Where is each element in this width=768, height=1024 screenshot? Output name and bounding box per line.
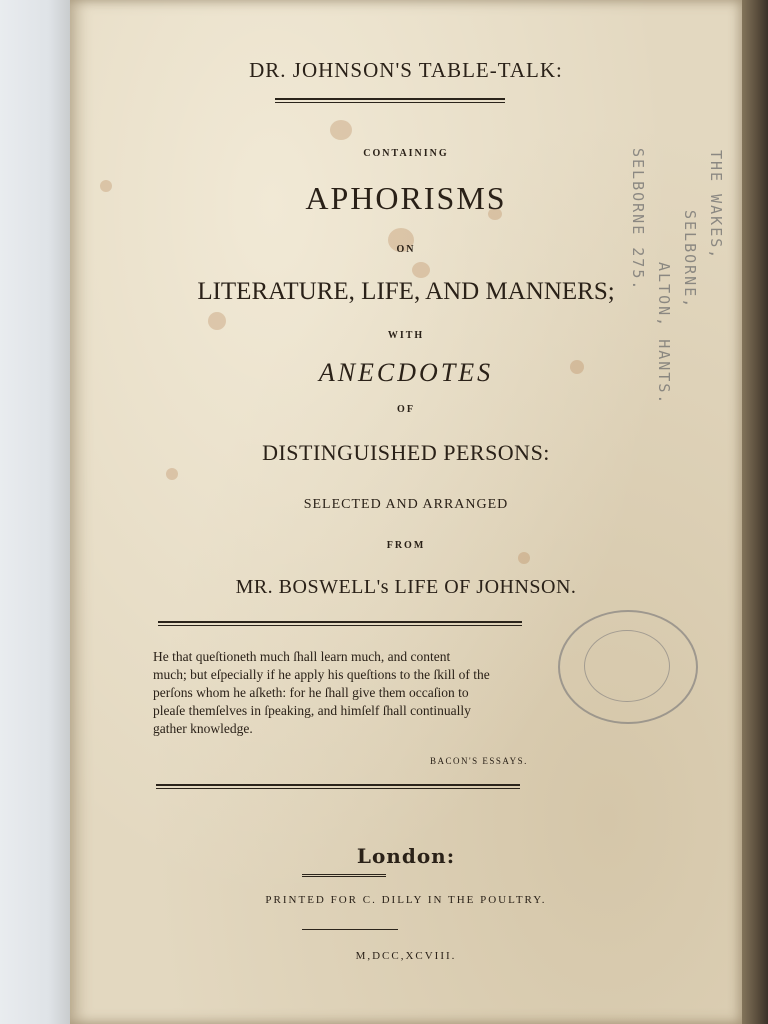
epigraph-citation: BACON'S ESSAYS. xyxy=(430,756,528,766)
lower-epigraph-rule xyxy=(156,784,520,789)
epigraph-line: perſons whom he aſketh: for he ſhall give them occaſion to xyxy=(153,685,469,700)
imprint-date: M,DCC,XCVIII. xyxy=(355,950,457,962)
anecdotes-heading: ANECDOTES xyxy=(318,358,494,387)
from-label: FROM xyxy=(386,540,426,551)
on-label: ON xyxy=(396,244,416,255)
persons-heading: DISTINGUISHED PERSONS: xyxy=(262,440,550,465)
with-label: WITH xyxy=(387,330,425,341)
containing-label: CONTAINING xyxy=(363,148,449,159)
owner-stamp-line: SELBORNE 275. xyxy=(629,148,647,292)
facing-page xyxy=(0,0,70,1024)
epigraph xyxy=(153,648,548,738)
upper-epigraph-rule xyxy=(158,621,522,626)
epigraph-line: He that queſtioneth much ſhall learn much, and content xyxy=(153,649,451,664)
owner-stamp-line: ALTON, HANTS. xyxy=(655,262,673,406)
owner-stamp-line: SELBORNE, xyxy=(681,210,699,310)
place-rule xyxy=(302,874,386,877)
book-title: DR. JOHNSON'S TABLE-TALK: xyxy=(249,58,563,82)
printer-line: PRINTED FOR C. DILLY IN THE POULTRY. xyxy=(265,894,547,906)
epigraph-line: gather knowledge. xyxy=(153,721,253,736)
source-heading: MR. BOSWELL's LIFE OF JOHNSON. xyxy=(235,576,577,598)
subject-heading: LITERATURE, LIFE, AND MANNERS; xyxy=(197,278,615,305)
printer-rule xyxy=(302,929,398,931)
of-label: OF xyxy=(397,404,415,415)
epigraph-line: pleaſe themſelves in ſpeaking, and himſelf ſhall continually xyxy=(153,703,471,718)
title-page xyxy=(70,0,742,1024)
aphorisms-heading: APHORISMS xyxy=(305,180,507,216)
owner-stamp-line: THE WAKES, xyxy=(707,150,725,261)
library-seal-icon xyxy=(558,610,698,724)
selected-label: SELECTED AND ARRANGED xyxy=(303,497,509,512)
imprint-place: London: xyxy=(356,844,456,868)
epigraph-line: much; but eſpecially if he apply his queſtions to the ſkill of the xyxy=(153,667,490,682)
book-edge xyxy=(738,0,768,1024)
title-rule xyxy=(275,98,505,103)
